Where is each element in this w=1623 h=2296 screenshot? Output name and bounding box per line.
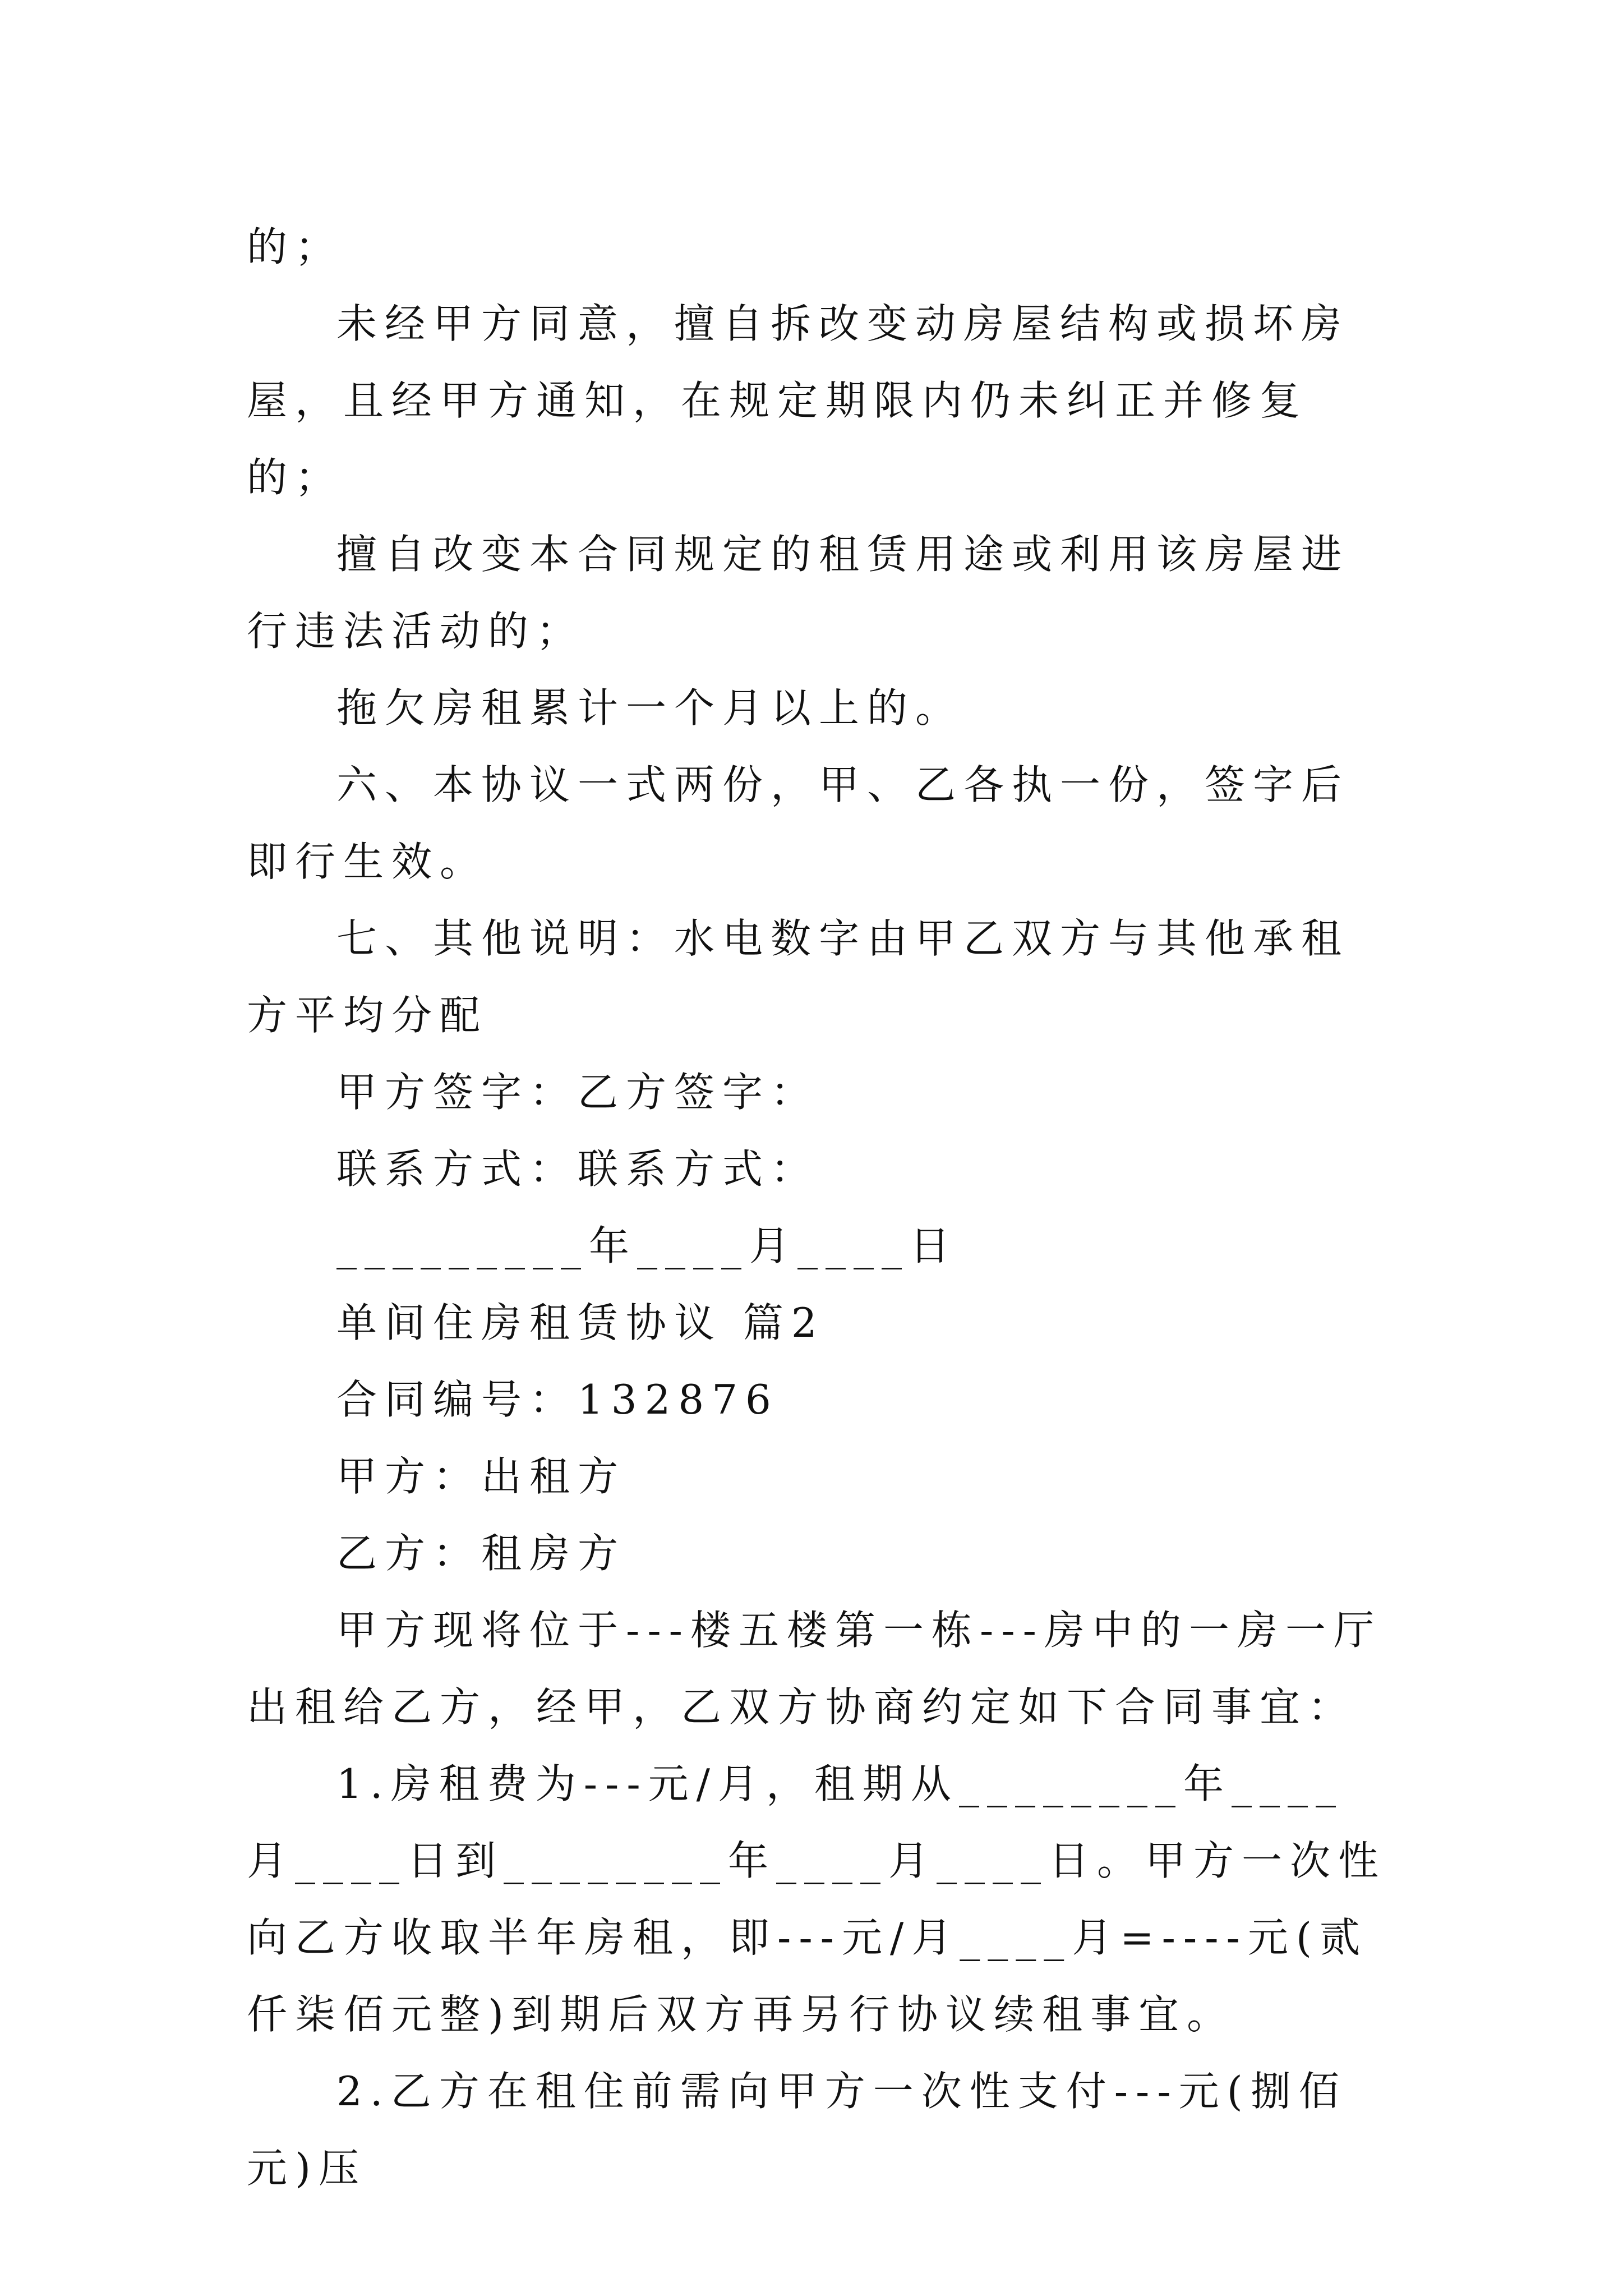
date-line: _________年____月____日 bbox=[336, 1222, 958, 1269]
party-a: 甲方：出租方 bbox=[336, 1453, 626, 1500]
clause-2: 2.乙方在租住前需向甲方一次性支付---元(捌佰元)压 bbox=[247, 2068, 1347, 2192]
clause-7: 七、其他说明：水电数字由甲乙双方与其他承租方平均分配 bbox=[247, 915, 1350, 1039]
clause-1: 1.房租费为---元/月，租期从________年____月____日到________年____月____日。甲方一次性向乙方收取半年房租，即---元/月____月=----元(贰仟柒佰元整)到期后双方再另行协议续租事宜。 bbox=[247, 1760, 1387, 2038]
paragraph-2: 未经甲方同意，擅自拆改变动房屋结构或损坏房屋，且经甲方通知，在规定期限内仍未纠正并修复的； bbox=[247, 300, 1350, 501]
clause-6: 六、本协议一式两份，甲、乙各执一份，签字后即行生效。 bbox=[247, 761, 1350, 885]
intro-paragraph: 甲方现将位于---楼五楼第一栋---房中的一房一厅出租给乙方，经甲，乙双方协商约定如下合同事宜： bbox=[247, 1607, 1382, 1731]
contact-line: 联系方式：联系方式： bbox=[336, 1145, 819, 1193]
paragraph-4: 拖欠房租累计一个月以上的。 bbox=[336, 684, 964, 731]
signature-line: 甲方签字：乙方签字： bbox=[336, 1069, 819, 1116]
paragraph-1: 的； bbox=[247, 223, 344, 270]
party-b: 乙方：租房方 bbox=[336, 1530, 626, 1577]
section-title: 单间住房租赁协议 篇2 bbox=[336, 1299, 825, 1346]
paragraph-3: 擅自改变本合同规定的租赁用途或利用该房屋进行违法活动的； bbox=[247, 531, 1350, 655]
document-body bbox=[247, 209, 1391, 2207]
contract-number: 合同编号：132876 bbox=[336, 1376, 779, 1423]
